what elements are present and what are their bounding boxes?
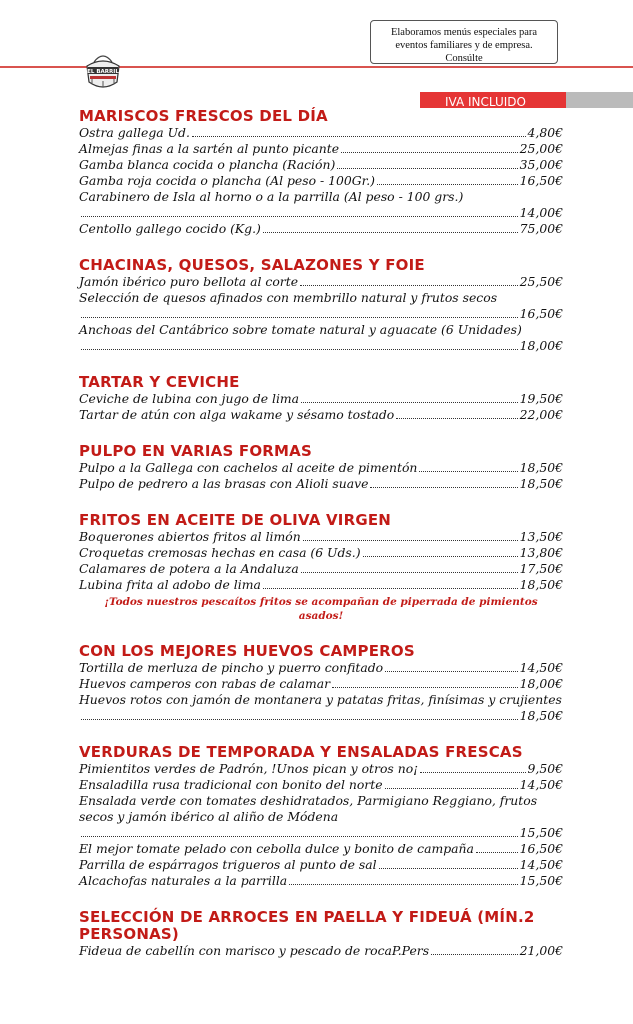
dot-leader bbox=[81, 836, 518, 837]
section-title: VERDURAS DE TEMPORADA Y ENSALADAS FRESCAS bbox=[79, 743, 523, 761]
dot-leader bbox=[81, 216, 518, 217]
section-title: MARISCOS FRESCOS DEL DÍA bbox=[79, 107, 328, 125]
dot-leader bbox=[263, 588, 518, 589]
item-name: Ostra gallega Ud. bbox=[79, 125, 190, 140]
item-name: Jamón ibérico puro bellota al corte bbox=[79, 274, 299, 289]
item-name: Huevos rotos con jamón de montanera y patatas fritas, finísimas y crujientes bbox=[79, 692, 562, 707]
dot-leader bbox=[303, 540, 518, 541]
item-price: 13,80€ bbox=[519, 545, 563, 560]
dot-leader bbox=[289, 884, 517, 885]
menu-item bbox=[79, 125, 563, 141]
iva-label: IVA INCLUIDO bbox=[420, 92, 566, 108]
menu-item bbox=[79, 761, 563, 777]
menu-section bbox=[79, 374, 563, 423]
item-price: 16,50€ bbox=[519, 306, 563, 321]
menu-section bbox=[79, 257, 563, 354]
item-price: 17,50€ bbox=[519, 561, 563, 576]
section-gap bbox=[79, 354, 563, 374]
dot-leader bbox=[385, 788, 518, 789]
item-price: 25,00€ bbox=[519, 141, 563, 156]
item-name: Pulpo a la Gallega con cachelos al aceite de pimentón bbox=[79, 460, 418, 475]
menu-section bbox=[79, 443, 563, 492]
iva-banner bbox=[420, 92, 633, 108]
item-name: Ensalada verde con tomates deshidratados, Parmigiano Reggiano, frutos secos y jamón ibérico al aliño de Módena bbox=[79, 793, 538, 824]
dot-leader bbox=[81, 317, 518, 318]
item-name: Pulpo de pedrero a las brasas con Alioli suave bbox=[79, 476, 369, 491]
item-price: 18,50€ bbox=[519, 577, 563, 592]
menu-section bbox=[79, 909, 563, 959]
dot-leader bbox=[301, 572, 518, 573]
menu-section bbox=[79, 108, 563, 237]
section-gap bbox=[79, 423, 563, 443]
menu-section bbox=[79, 744, 563, 889]
menu-item bbox=[79, 561, 563, 577]
menu-item bbox=[79, 290, 563, 322]
item-price: 16,50€ bbox=[519, 173, 563, 188]
menu-item bbox=[79, 460, 563, 476]
dot-leader bbox=[332, 687, 518, 688]
section-gap bbox=[79, 237, 563, 257]
menu-item bbox=[79, 692, 563, 724]
dot-leader bbox=[263, 232, 518, 233]
item-price: 16,50€ bbox=[519, 841, 563, 856]
fried-fish-note: ¡Todos nuestros pescaítos fritos se acompañan de piperrada de pimientos asados! bbox=[104, 596, 538, 622]
menu-item bbox=[79, 407, 563, 423]
note-line: Elaboramos menús especiales para bbox=[390, 27, 538, 38]
item-price: 18,50€ bbox=[519, 476, 563, 491]
dot-leader bbox=[300, 285, 518, 286]
dot-leader bbox=[81, 349, 518, 350]
menu-item bbox=[79, 391, 563, 407]
dot-leader bbox=[377, 184, 518, 185]
menu-item bbox=[79, 529, 563, 545]
item-price: 13,50€ bbox=[519, 529, 563, 544]
section-title: PULPO EN VARIAS FORMAS bbox=[79, 442, 312, 460]
item-name: Boquerones abiertos fritos al limón bbox=[79, 529, 301, 544]
item-price: 18,50€ bbox=[519, 708, 563, 723]
item-price: 18,00€ bbox=[519, 338, 563, 353]
menu-item bbox=[79, 173, 563, 189]
note-line: Consúlte bbox=[445, 53, 483, 64]
item-name: Tortilla de merluza de pincho y puerro confitado bbox=[79, 660, 384, 675]
item-price: 14,50€ bbox=[519, 857, 563, 872]
item-name: Gamba roja cocida o plancha (Al peso - 100Gr.) bbox=[79, 173, 376, 188]
dot-leader bbox=[337, 168, 517, 169]
dot-leader bbox=[81, 719, 518, 720]
dot-leader bbox=[379, 868, 518, 869]
note-line: eventos familiares y de empresa. bbox=[395, 40, 533, 51]
dot-leader bbox=[301, 402, 518, 403]
item-price: 14,50€ bbox=[519, 660, 563, 675]
item-price: 19,50€ bbox=[519, 391, 563, 406]
dot-leader bbox=[476, 852, 518, 853]
item-name: Alcachofas naturales a la parrilla bbox=[79, 873, 288, 888]
section-title: FRITOS EN ACEITE DE OLIVA VIRGEN bbox=[79, 511, 392, 529]
section-title: SELECCIÓN DE ARROCES EN PAELLA Y FIDEUÁ (MÍN.2 PERSONAS) bbox=[79, 908, 535, 943]
item-name: El mejor tomate pelado con cebolla dulce y bonito de campaña bbox=[79, 841, 474, 856]
menu-item bbox=[79, 157, 563, 173]
item-name: Fideua de cabellín con marisco y pescado de rocaP.Pers bbox=[79, 943, 430, 958]
dot-leader bbox=[385, 671, 518, 672]
menu-item bbox=[79, 660, 563, 676]
item-price: 4,80€ bbox=[527, 125, 563, 140]
menu-item bbox=[79, 676, 563, 692]
item-price: 18,50€ bbox=[519, 460, 563, 475]
menu-item bbox=[79, 545, 563, 561]
dot-leader bbox=[363, 556, 518, 557]
section-gap bbox=[79, 724, 563, 744]
item-name: Huevos camperos con rabas de calamar bbox=[79, 676, 331, 691]
item-price: 15,50€ bbox=[519, 825, 563, 840]
menu-item bbox=[79, 221, 563, 237]
item-name: Parrilla de espárragos trigueros al punto de sal bbox=[79, 857, 377, 872]
item-price: 75,00€ bbox=[519, 221, 563, 236]
menu-item bbox=[79, 873, 563, 889]
item-price: 35,00€ bbox=[519, 157, 563, 172]
menu-item bbox=[79, 777, 563, 793]
dot-leader bbox=[341, 152, 518, 153]
menu-item bbox=[79, 857, 563, 873]
dot-leader bbox=[396, 418, 517, 419]
menu-item bbox=[79, 274, 563, 290]
menu-content bbox=[79, 108, 563, 959]
dot-leader bbox=[192, 136, 526, 137]
section-title: CON LOS MEJORES HUEVOS CAMPEROS bbox=[79, 642, 415, 660]
menu-item bbox=[79, 577, 563, 593]
menu-item bbox=[79, 793, 563, 841]
dot-leader bbox=[419, 471, 517, 472]
item-price: 14,00€ bbox=[519, 205, 563, 220]
item-name: Croquetas cremosas hechas en casa (6 Uds.) bbox=[79, 545, 361, 560]
item-name: Centollo gallego cocido (Kg.) bbox=[79, 221, 261, 236]
item-name: Almejas finas a la sartén al punto picante bbox=[79, 141, 340, 156]
barrel-logo-icon bbox=[84, 48, 122, 92]
menu-item bbox=[79, 189, 563, 221]
iva-grey-block bbox=[566, 92, 633, 108]
item-name: Carabinero de Isla al horno o a la parrilla (Al peso - 100 grs.) bbox=[79, 189, 464, 204]
item-name: Ceviche de lubina con jugo de lima bbox=[79, 391, 300, 406]
item-name: Tartar de atún con alga wakame y sésamo tostado bbox=[79, 407, 395, 422]
menu-section bbox=[79, 643, 563, 724]
item-price: 25,50€ bbox=[519, 274, 563, 289]
dot-leader bbox=[370, 487, 517, 488]
section-gap bbox=[79, 623, 563, 643]
menu-item bbox=[79, 141, 563, 157]
menu-item bbox=[79, 841, 563, 857]
item-price: 18,00€ bbox=[519, 676, 563, 691]
section-title: CHACINAS, QUESOS, SALAZONES Y FOIE bbox=[79, 256, 425, 274]
item-name: Ensaladilla rusa tradicional con bonito del norte bbox=[79, 777, 383, 792]
item-price: 22,00€ bbox=[519, 407, 563, 422]
section-gap bbox=[79, 492, 563, 512]
item-name: Pimientitos verdes de Padrón, !Unos pican y otros no¡ bbox=[79, 761, 419, 776]
item-price: 9,50€ bbox=[527, 761, 563, 776]
dot-leader bbox=[420, 772, 525, 773]
item-name: Anchoas del Cantábrico sobre tomate natural y aguacate (6 Unidades) bbox=[79, 322, 522, 337]
menu-item bbox=[79, 322, 563, 354]
item-name: Calamares de potera a la Andaluza bbox=[79, 561, 299, 576]
section-gap bbox=[79, 889, 563, 909]
menu-item bbox=[79, 943, 563, 959]
events-note-box bbox=[370, 20, 558, 64]
item-name: Selección de quesos afinados con membrillo natural y frutos secos bbox=[79, 290, 498, 305]
item-name: Lubina frita al adobo de lima bbox=[79, 577, 261, 592]
item-name: Gamba blanca cocida o plancha (Ración) bbox=[79, 157, 336, 172]
logo-text: EL BARRIL bbox=[87, 69, 119, 75]
item-price: 15,50€ bbox=[519, 873, 563, 888]
dot-leader bbox=[431, 954, 518, 955]
item-price: 21,00€ bbox=[519, 943, 563, 958]
menu-item bbox=[79, 476, 563, 492]
section-title: TARTAR Y CEVICHE bbox=[79, 373, 240, 391]
item-price: 14,50€ bbox=[519, 777, 563, 792]
menu-section bbox=[79, 512, 563, 623]
